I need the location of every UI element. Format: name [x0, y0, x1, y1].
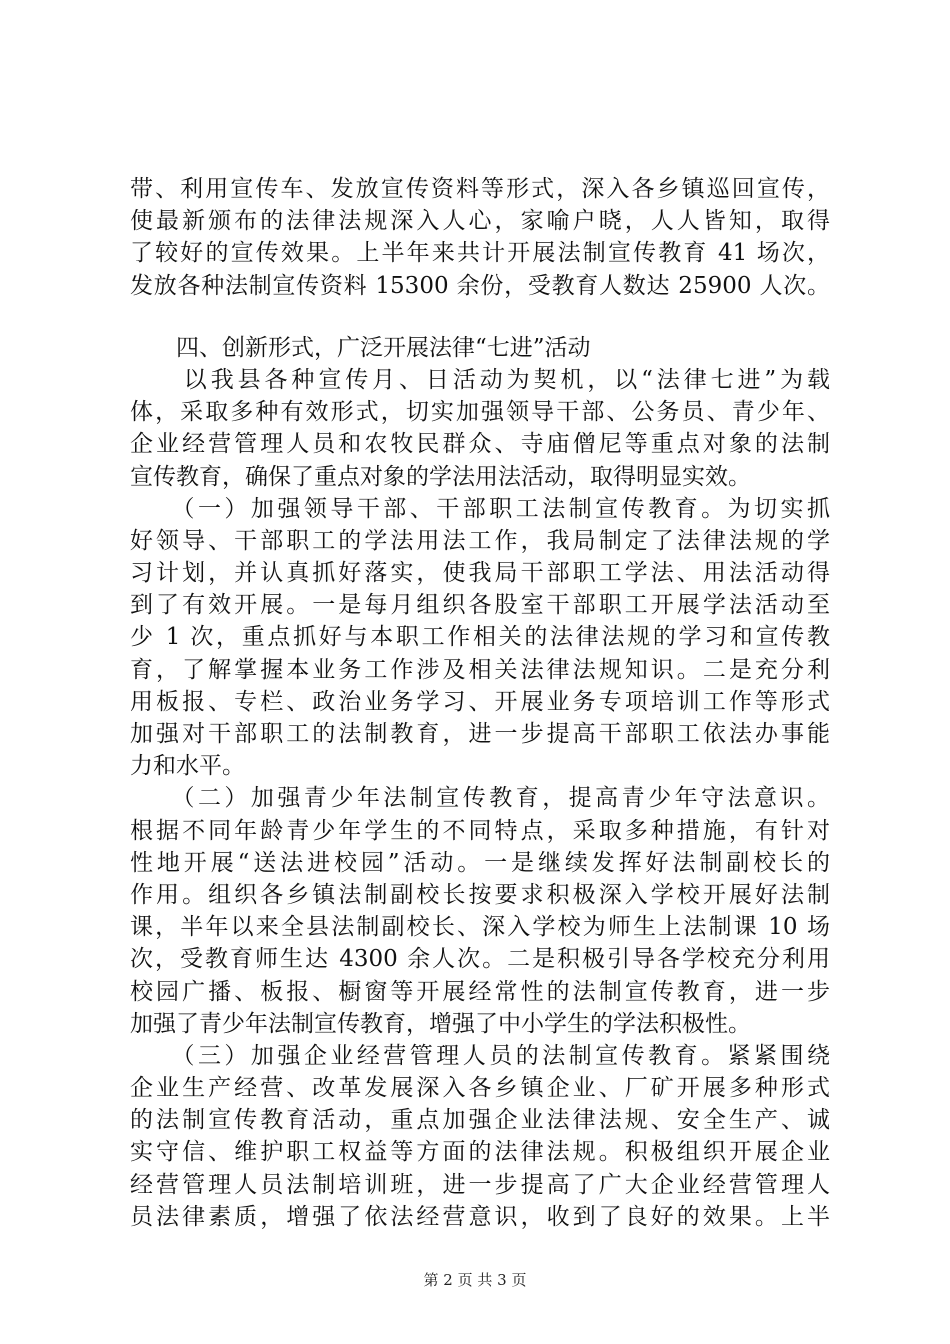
text-line: 到了有效开展。一是每月组织各股室干部职工开展学法活动至 — [130, 592, 830, 619]
paragraph — [130, 1040, 830, 1233]
text-line: 用板报、专栏、政治业务学习、开展业务专项培训工作等形式 — [130, 688, 830, 715]
text-line: （三）加强企业经营管理人员的法制宣传教育。紧紧围绕 — [130, 1042, 830, 1069]
text-line: 作用。组织各乡镇法制副校长按要求积极深入学校开展好法制 — [130, 881, 830, 908]
text-line: 宣传教育，确保了重点对象的学法用法活动，取得明显实效。 — [130, 463, 751, 490]
text-line: 的法制宣传教育活动，重点加强企业法律法规、安全生产、诚 — [130, 1107, 830, 1134]
text-line: （二）加强青少年法制宣传教育，提高青少年守法意识。 — [130, 785, 830, 812]
text-line: 加强了青少年法制宣传教育，增强了中小学生的学法积极性。 — [130, 1010, 751, 1037]
text-line: 企业生产经营、改革发展深入各乡镇企业、厂矿开展多种形式 — [130, 1075, 830, 1102]
text-line: 课，半年以来全县法制副校长、深入学校为师生上法制课 10 场 — [130, 914, 830, 941]
text-line: 根据不同年龄青少年学生的不同特点，采取多种措施，有针对 — [130, 817, 830, 844]
text-line: 少 1 次，重点抓好与本职工作相关的法律法规的学习和宣传教 — [130, 624, 830, 651]
text-line: 育，了解掌握本业务工作涉及相关法律法规知识。二是充分利 — [130, 656, 830, 683]
text-line: 实守信、维护职工权益等方面的法律法规。积极组织开展企业 — [130, 1139, 830, 1166]
page-number-label: 第 2 页 共 3 页 — [423, 1271, 527, 1289]
text-line: （一）加强领导干部、干部职工法制宣传教育。为切实抓 — [130, 495, 830, 522]
text-line: 习计划，并认真抓好落实，使我局干部职工学法、用法活动得 — [130, 560, 830, 587]
paragraph — [130, 364, 830, 493]
paragraph — [130, 173, 830, 302]
text-line: 次，受教育师生达 4300 余人次。二是积极引导各学校充分利用 — [130, 946, 830, 973]
document-body — [130, 173, 830, 1233]
text-line: 了较好的宣传效果。上半年来共计开展法制宣传教育 41 场次， — [130, 240, 830, 267]
text-line: 经营管理人员法制培训班，进一步提高了广大企业经营管理人 — [130, 1171, 830, 1198]
text-line: 体，采取多种有效形式，切实加强领导干部、公务员、青少年、 — [130, 399, 830, 426]
text-line: 力和水平。 — [130, 753, 245, 780]
text-line: 加强对干部职工的法制教育，进一步提高干部职工依法办事能 — [130, 721, 830, 747]
text-line: 性地开展“送法进校园”活动。一是继续发挥好法制副校长的 — [130, 849, 830, 876]
paragraph-gap — [130, 302, 830, 332]
text-line: 使最新颁布的法律法规深入人心，家喻户晓，人人皆知，取得 — [130, 208, 830, 235]
paragraph — [130, 782, 830, 1040]
text-line: 带、利用宣传车、发放宣传资料等形式，深入各乡镇巡回宣传， — [130, 176, 830, 202]
text-line: 员法律素质，增强了依法经营意识，收到了良好的效果。上半 — [130, 1203, 830, 1230]
text-line: 好领导、干部职工的学法用法工作，我局制定了法律法规的学 — [130, 527, 830, 554]
page-footer — [0, 1270, 950, 1290]
paragraph — [130, 493, 830, 783]
text-line: 企业经营管理人员和农牧民群众、寺庙僧尼等重点对象的法制 — [130, 431, 830, 458]
text-line: 以我县各种宣传月、日活动为契机，以“法律七进”为载 — [130, 366, 830, 393]
text-line: 校园广播、板报、橱窗等开展经常性的法制宣传教育，进一步 — [130, 978, 830, 1005]
section-heading: 四、创新形式，广泛开展法律“七进”活动 — [130, 334, 591, 361]
text-line: 发放各种法制宣传资料 15300 余份，受教育人数达 25900 人次。 — [130, 272, 830, 299]
